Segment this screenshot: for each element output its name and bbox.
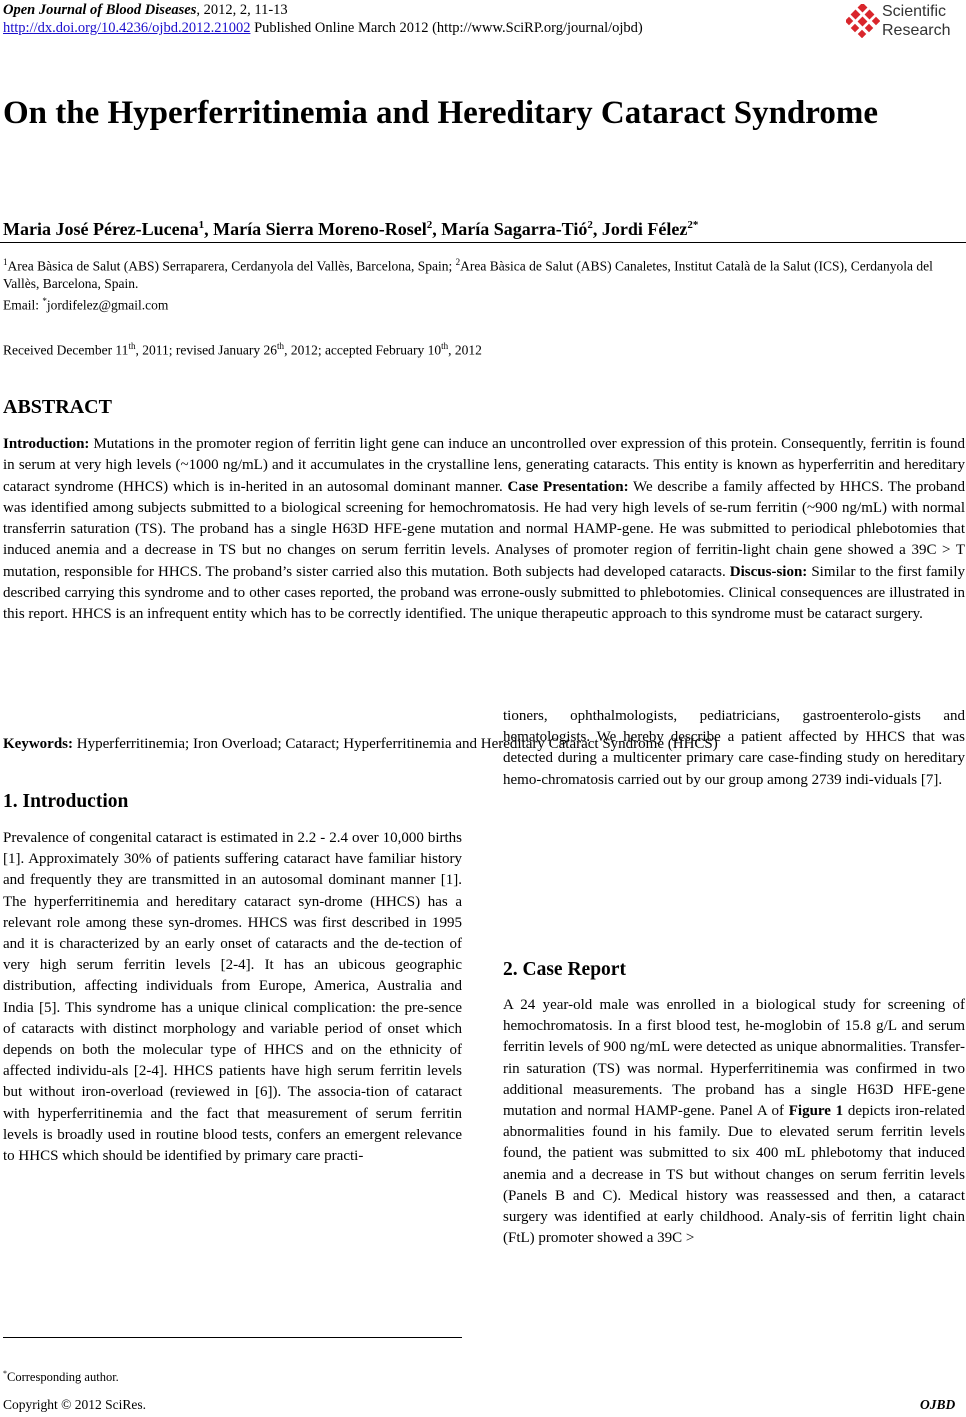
doi-line [3, 20, 643, 37]
doi-link[interactable]: http://dx.doi.org/10.4236/ojbd.2012.21002 [3, 20, 251, 36]
abstract-body [3, 434, 965, 626]
footnote-divider [3, 1337, 462, 1338]
affiliations [3, 254, 966, 314]
discussion-text: Similar to the first family described carrying this syndrome and to other cases reported, the proband was errone-ously submitted to phlebotomies. Clinical consequences are illustrated in this report. HHCS is an infrequent entity which has to be correctly identified. The unique therapeutic approach to this syndrome must be cataract surgery. [3, 563, 965, 623]
logo-line2: Research [882, 22, 951, 39]
footnote-mark: * [3, 1369, 7, 1378]
email-address: jordifelez@gmail.com [46, 297, 169, 312]
year-text: , 2012 [448, 342, 482, 358]
logo-line1: Scientific [882, 3, 947, 20]
logo-text [882, 2, 950, 40]
section-2-heading: 2. Case Report [503, 959, 626, 980]
received-text: Received December 11 [3, 342, 129, 358]
author-affiliation-mark: 2 [426, 219, 433, 231]
author-separator: , [204, 219, 214, 239]
intro-text: Mutations in the promoter region of ferritin light gene can induce an uncontrolled over expression of this protein. Consequently, ferritin is found in serum at very high levels (~1000 ng/mL) and it accumulates in the crystalline lens, generating cataracts. This entity is known as hyperferritin and hereditary cataract syndrome (HHCS) which is in-herited in an autosomal dominant manner. [3, 436, 965, 495]
author-name: Maria José Pérez-Lucena [3, 219, 199, 239]
section-1-heading: 1. Introduction [3, 791, 129, 812]
case-label: Case Presentation: [507, 478, 629, 495]
author-name: Jordi Félez [601, 219, 688, 239]
author-affiliation-mark: 2* [687, 219, 699, 231]
journal-abbreviation: OJBD [920, 1397, 956, 1412]
section-2-body [503, 995, 965, 1249]
received-dates [3, 338, 482, 359]
footnote-text: Corresponding author. [7, 1370, 119, 1385]
intro-label: Introduction: [3, 436, 90, 452]
published-text: Published Online March 2012 (http://www.SciRP.org/journal/ojbd) [250, 20, 643, 36]
revised-text: , 2011; revised January 26 [135, 342, 278, 358]
author-name: María Sagarra-Tió [441, 219, 588, 239]
logo-mark-icon [846, 4, 880, 38]
ordinal-suffix: th [441, 341, 449, 351]
affiliation-mark: 2 [455, 257, 461, 267]
affiliation-mark: 1 [3, 257, 8, 267]
email-label: Email: [3, 297, 43, 312]
discussion-label: Discus-sion: [729, 563, 808, 580]
author-separator: , [432, 219, 442, 239]
journal-citation: , 2012, 2, 11-13 [196, 2, 288, 18]
figure-reference[interactable]: Figure 1 [788, 1103, 844, 1120]
affiliation-1: Area Bàsica de Salut (ABS) Serraparera, Cerdanyola del Vallès, Barcelona, Spain; [7, 258, 456, 274]
journal-name: Open Journal of Blood Diseases [3, 2, 197, 18]
author-divider [0, 242, 966, 243]
keywords-text: Hyperferritinemia; Iron Overload; Cataract; Hyperferritinemia and Hereditary Cataract Syndrome (HHCS) [73, 736, 718, 752]
author-affiliation-mark: 1 [198, 219, 205, 231]
accepted-text: , 2012; accepted February 10 [284, 342, 442, 358]
affiliation-2: Area Bàsica de Salut (ABS) Canaletes, Institut Català de la Salut (ICS), Cerdanyola del Vallès, Barcelona, Spain. [3, 258, 933, 291]
author-affiliation-mark: 2 [587, 219, 593, 231]
keywords-label: Keywords: [3, 736, 73, 752]
case-report-text: A 24 year-old male was enrolled in a biological study for screening of hemochromatosis. In a first blood test, he-moglobin of 15.8 g/L and serum ferritin levels of 900 ng/mL were detected as unique abnormalities. Transfer-rin saturation (TS) was normal. Hyperferritinemia was confirmed in two additional measurements. The proband has a single H63D HFE-gene mutation and normal HAMP-gene. Panel A of [503, 997, 965, 1120]
abstract-heading: ABSTRACT [3, 396, 112, 418]
case-text: We describe a family affected by HHCS. The proband was identified among subjects submitted to a biological screening for hemochromatosis. He had very high levels of se-rum ferritin (~900 ng/mL) with normal transferrin saturation (TS). The proband has a single H63D HFE-gene mutation and normal HAMP-gene. He was submitted to periodical phlebotomies that induced anemia and a decrease in TS but no changes on serum ferritin levels. Analyses of promoter region of ferritin-light chain gene showed a 39C > T mutation, responsible for HHCS. The proband’s sister carried also this mutation. Both subjects had developed cataracts. [3, 478, 965, 580]
footnote [3, 1366, 119, 1385]
scientific-research-logo [846, 2, 966, 42]
ordinal-suffix: th [128, 341, 136, 351]
section-1-body: Prevalence of congenital cataract is estimated in 2.2 - 2.4 over 10,000 births [1]. Approximately 30% of patients suffering cataract have familiar history and frequently they are transmitted in an autosomal dominant manner [1]. The hyperferritinemia and hereditary cataract syn-drome (HHCS) has a relevant role among these syn-dromes. HHCS was first described in 1995 and it is characterized by an early onset of cataracts and the de-tection of very high serum ferritin levels [2-4]. It has an ubicous geographic distribution, affecting individuals from Europe, America, Australia and India [5]. This syndrome has a unique clinical complication: the pre-sence of cataracts with distinct morphology and variable period of onset which depends on both the molecular type of HHCS and on the ethnicity of affected individu-als [2-4]. HHCS patients have high serum ferritin levels but without iron-overload (reviewed in [6]). The associa-tion of cataract with hyperferritinemia and the fact that measurement of serum ferritin levels is broadly used in routine blood tests, confers an emergent relevance to HHCS which should be identified by primary care practi- [3, 830, 462, 1165]
author-name: María Sierra Moreno-Rosel [213, 219, 427, 239]
ordinal-suffix: th [277, 341, 285, 351]
author-separator: , [592, 219, 602, 239]
case-report-text: depicts iron-related abnormalities found in his family. Due to elevated serum ferritin levels found, the patient was submitted to six 400 mL phlebotomy that induced anemia and a decrease in TS but without changes on serum ferritin levels (Panels B and C). Medical history was reassessed and then, a cataract surgery was identified at early childhood. Analy-sis of ferritin light chain (FtL) promoter showed a 39C > [503, 1103, 965, 1247]
author-list [3, 214, 963, 240]
copyright: Copyright © 2012 SciRes. [3, 1397, 147, 1412]
email-mark: * [42, 295, 47, 306]
journal-header [3, 2, 288, 19]
section-1-continued: tioners, ophthalmologists, pediatricians, gastroenterolo-gists and hematologists. We hereby describe a patient affected by HHCS that was detected during a multicenter primary care case-finding study on hereditary hemo-chromatosis carried out by our group among 2739 indi-viduals [7]. [503, 708, 965, 788]
article-title: On the Hyperferritinemia and Hereditary Cataract Syndrome [3, 95, 878, 131]
